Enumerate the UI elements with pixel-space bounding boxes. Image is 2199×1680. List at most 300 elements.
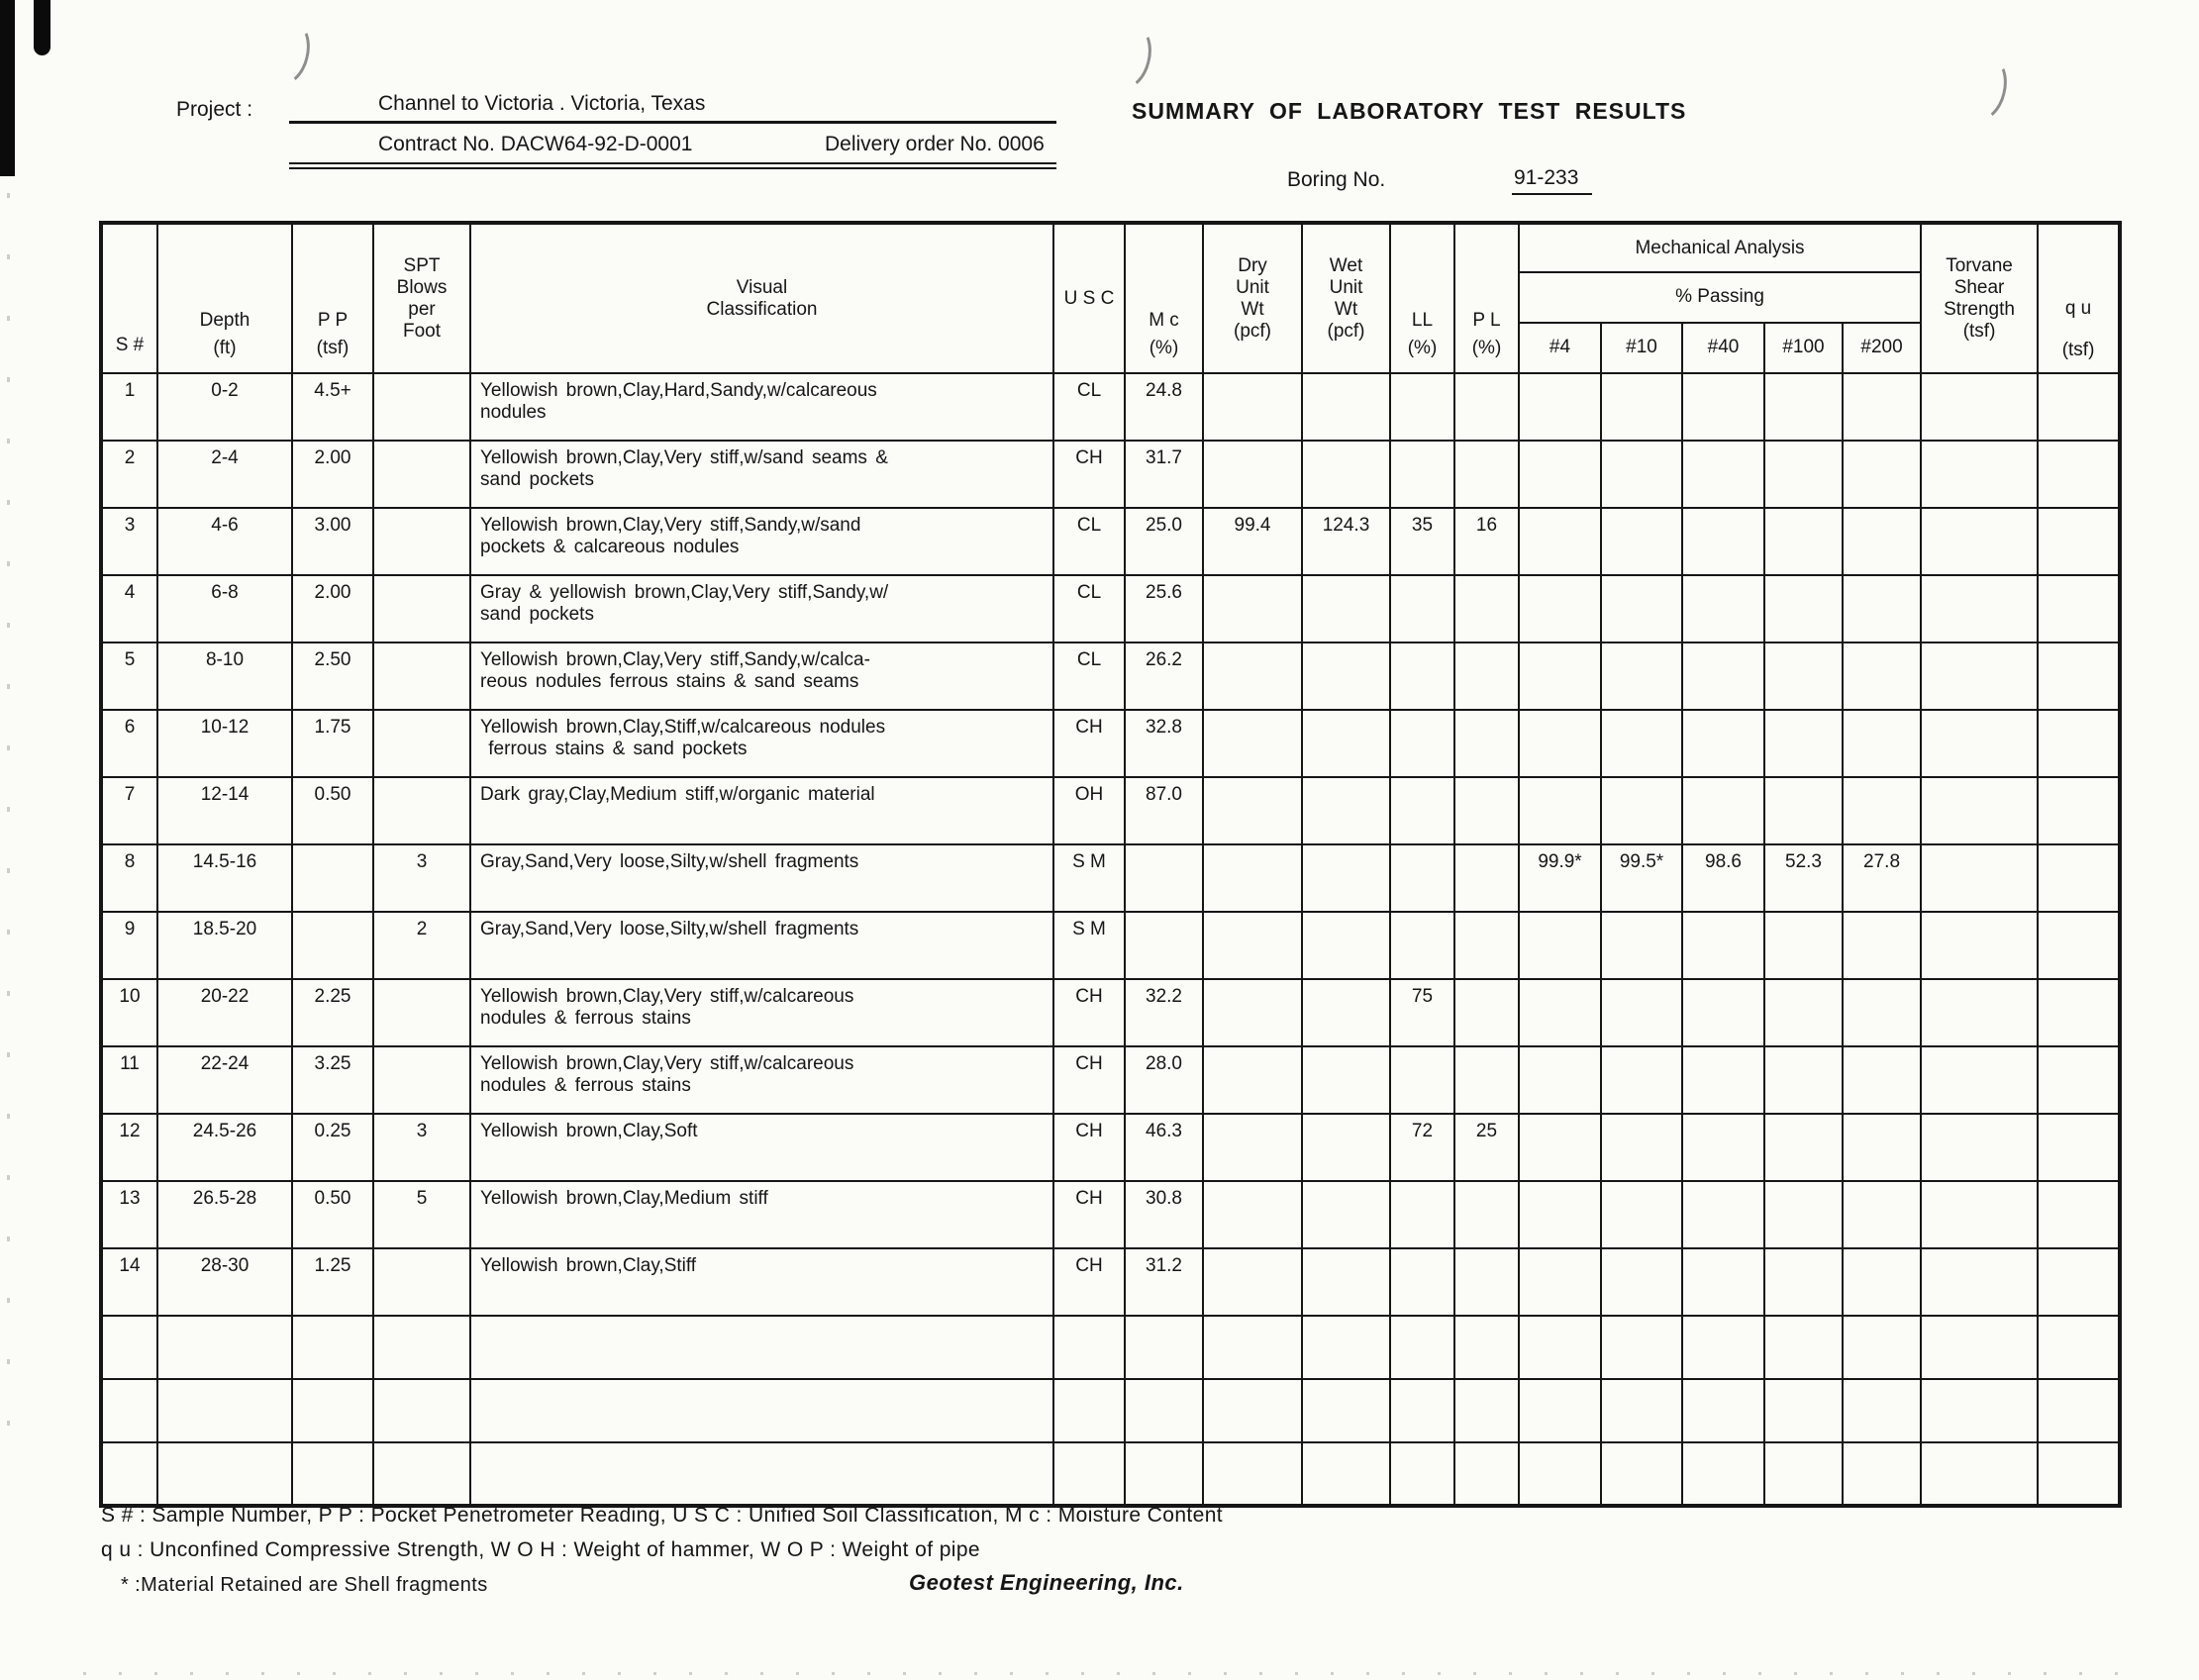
cell-pl	[1454, 1379, 1519, 1442]
cell-p4	[1519, 1248, 1601, 1316]
cell-qu	[2038, 912, 2120, 979]
cell-pl	[1454, 710, 1519, 777]
cell-qu	[2038, 575, 2120, 642]
cell-p100	[1764, 1046, 1843, 1114]
cell-p200	[1843, 373, 1921, 441]
cell-p40	[1682, 1316, 1764, 1379]
cell-spt	[373, 1248, 470, 1316]
cell-qu	[2038, 979, 2120, 1046]
cell-p10	[1601, 1316, 1682, 1379]
cell-p40	[1682, 441, 1764, 508]
cell-spt: 3	[373, 1114, 470, 1181]
cell-depth: 2-4	[157, 441, 292, 508]
cell-wet	[1302, 373, 1390, 441]
cell-p40	[1682, 373, 1764, 441]
cell-torvane	[1921, 777, 2038, 844]
cell-s: 4	[101, 575, 157, 642]
cell-p100	[1764, 1379, 1843, 1442]
cell-wet	[1302, 777, 1390, 844]
col-header-liquid-limit: LL (%)	[1390, 223, 1454, 373]
cell-s	[101, 1316, 157, 1379]
cell-torvane	[1921, 844, 2038, 912]
boring-number-label: Boring No.	[1287, 168, 1386, 191]
cell-torvane	[1921, 1442, 2038, 1506]
cell-wet	[1302, 1181, 1390, 1248]
cell-ll	[1390, 575, 1454, 642]
cell-visual: Gray,Sand,Very loose,Silty,w/shell fragments	[470, 912, 1053, 979]
results-thead	[101, 223, 2120, 373]
cell-p10	[1601, 1046, 1682, 1114]
cell-p100	[1764, 642, 1843, 710]
cell-ll	[1390, 710, 1454, 777]
cell-mc: 30.8	[1125, 1181, 1203, 1248]
cell-mc: 25.0	[1125, 508, 1203, 575]
cell-s: 8	[101, 844, 157, 912]
cell-pp	[292, 1379, 373, 1442]
cell-p40	[1682, 1442, 1764, 1506]
cell-dry: 99.4	[1203, 508, 1302, 575]
cell-dry	[1203, 575, 1302, 642]
cell-depth: 10-12	[157, 710, 292, 777]
cell-qu	[2038, 844, 2120, 912]
cell-usc: CH	[1053, 1248, 1125, 1316]
project-label: Project :	[176, 98, 253, 121]
cell-p100	[1764, 508, 1843, 575]
cell-torvane	[1921, 508, 2038, 575]
cell-dry	[1203, 1181, 1302, 1248]
cell-pp: 4.5+	[292, 373, 373, 441]
cell-torvane	[1921, 575, 2038, 642]
cell-usc	[1053, 1316, 1125, 1379]
delivery-order-number: Delivery order No. 0006	[825, 133, 1045, 155]
cell-pl	[1454, 1046, 1519, 1114]
cell-p100	[1764, 575, 1843, 642]
col-header-percent-passing: % Passing	[1519, 272, 1921, 322]
cell-p10	[1601, 710, 1682, 777]
col-header-sieve-10: #10	[1601, 323, 1682, 373]
cell-s: 3	[101, 508, 157, 575]
cell-s: 7	[101, 777, 157, 844]
cell-p200	[1843, 575, 1921, 642]
cell-usc: CL	[1053, 575, 1125, 642]
cell-pl	[1454, 575, 1519, 642]
cell-mc: 31.7	[1125, 441, 1203, 508]
cell-torvane	[1921, 1379, 2038, 1442]
cell-spt	[373, 1316, 470, 1379]
table-row	[101, 373, 2120, 441]
cell-depth: 18.5-20	[157, 912, 292, 979]
cell-p40	[1682, 508, 1764, 575]
cell-p100	[1764, 1114, 1843, 1181]
cell-usc	[1053, 1379, 1125, 1442]
col-header-sieve-40: #40	[1682, 323, 1764, 373]
cell-pp: 3.00	[292, 508, 373, 575]
cell-p200	[1843, 441, 1921, 508]
cell-usc: CH	[1053, 441, 1125, 508]
cell-wet	[1302, 441, 1390, 508]
cell-p4	[1519, 1442, 1601, 1506]
cell-visual: Yellowish brown,Clay,Hard,Sandy,w/calcareous nodules	[470, 373, 1053, 441]
col-header-torvane-shear: Torvane Shear Strength (tsf)	[1921, 223, 2038, 373]
cell-qu	[2038, 642, 2120, 710]
cell-wet	[1302, 1442, 1390, 1506]
cell-depth: 28-30	[157, 1248, 292, 1316]
cell-p40: 98.6	[1682, 844, 1764, 912]
cell-usc: CH	[1053, 1181, 1125, 1248]
cell-p200	[1843, 1046, 1921, 1114]
table-row	[101, 575, 2120, 642]
cell-torvane	[1921, 1046, 2038, 1114]
cell-s	[101, 1442, 157, 1506]
cell-p4	[1519, 642, 1601, 710]
cell-depth: 0-2	[157, 373, 292, 441]
cell-dry	[1203, 1046, 1302, 1114]
cell-visual: Yellowish brown,Clay,Medium stiff	[470, 1181, 1053, 1248]
cell-pl: 25	[1454, 1114, 1519, 1181]
cell-p200	[1843, 508, 1921, 575]
cell-p4	[1519, 1316, 1601, 1379]
cell-ll	[1390, 1316, 1454, 1379]
cell-ll	[1390, 844, 1454, 912]
cell-pp: 0.50	[292, 777, 373, 844]
pen-mark-artifact	[1959, 53, 2013, 125]
cell-p40	[1682, 1114, 1764, 1181]
cell-wet	[1302, 1046, 1390, 1114]
cell-p4	[1519, 979, 1601, 1046]
cell-depth: 24.5-26	[157, 1114, 292, 1181]
cell-spt	[373, 642, 470, 710]
cell-dry	[1203, 1316, 1302, 1379]
lab-results-table	[99, 221, 2122, 1508]
cell-pp: 0.50	[292, 1181, 373, 1248]
table-row	[101, 642, 2120, 710]
cell-pp: 2.00	[292, 441, 373, 508]
cell-p4	[1519, 1379, 1601, 1442]
cell-ll: 72	[1390, 1114, 1454, 1181]
cell-qu	[2038, 710, 2120, 777]
cell-wet	[1302, 979, 1390, 1046]
cell-p200	[1843, 642, 1921, 710]
cell-pl	[1454, 912, 1519, 979]
cell-usc: CL	[1053, 508, 1125, 575]
cell-depth: 4-6	[157, 508, 292, 575]
cell-torvane	[1921, 710, 2038, 777]
cell-s: 9	[101, 912, 157, 979]
cell-mc: 87.0	[1125, 777, 1203, 844]
cell-usc: CH	[1053, 710, 1125, 777]
cell-qu	[2038, 1442, 2120, 1506]
cell-mc: 26.2	[1125, 642, 1203, 710]
cell-s: 12	[101, 1114, 157, 1181]
cell-p40	[1682, 1046, 1764, 1114]
cell-visual: Dark gray,Clay,Medium stiff,w/organic material	[470, 777, 1053, 844]
cell-dry	[1203, 777, 1302, 844]
cell-s: 11	[101, 1046, 157, 1114]
cell-spt	[373, 1379, 470, 1442]
cell-p10	[1601, 642, 1682, 710]
cell-p40	[1682, 1379, 1764, 1442]
cell-visual	[470, 1442, 1053, 1506]
cell-p40	[1682, 1181, 1764, 1248]
col-header-sample-number: S #	[101, 223, 157, 373]
legend-note-2: q u : Unconfined Compressive Strength, W O H : Weight of hammer, W O P : Weight of pipe	[101, 1538, 980, 1561]
cell-dry	[1203, 642, 1302, 710]
cell-p200	[1843, 1248, 1921, 1316]
cell-qu	[2038, 1248, 2120, 1316]
cell-p10	[1601, 1379, 1682, 1442]
cell-mc: 31.2	[1125, 1248, 1203, 1316]
table-row	[101, 777, 2120, 844]
cell-spt: 2	[373, 912, 470, 979]
cell-p4	[1519, 1046, 1601, 1114]
cell-torvane	[1921, 1316, 2038, 1379]
cell-s	[101, 1379, 157, 1442]
cell-s: 13	[101, 1181, 157, 1248]
cell-p100	[1764, 1181, 1843, 1248]
cell-p4	[1519, 1181, 1601, 1248]
cell-mc: 32.2	[1125, 979, 1203, 1046]
cell-p100	[1764, 1442, 1843, 1506]
cell-mc	[1125, 1442, 1203, 1506]
table-row	[101, 1046, 2120, 1114]
cell-ll	[1390, 1181, 1454, 1248]
empty-table-row	[101, 1316, 2120, 1379]
contract-number: Contract No. DACW64-92-D-0001	[378, 133, 693, 155]
cell-pl	[1454, 1248, 1519, 1316]
cell-ll	[1390, 777, 1454, 844]
cell-torvane	[1921, 441, 2038, 508]
company-name: Geotest Engineering, Inc.	[909, 1570, 1184, 1595]
boring-number-value: 91-233	[1512, 166, 1592, 195]
cell-mc: 32.8	[1125, 710, 1203, 777]
cell-mc	[1125, 912, 1203, 979]
cell-dry	[1203, 1442, 1302, 1506]
cell-ll	[1390, 373, 1454, 441]
col-header-depth: Depth (ft)	[157, 223, 292, 373]
cell-p4	[1519, 710, 1601, 777]
cell-mc	[1125, 1316, 1203, 1379]
cell-wet	[1302, 844, 1390, 912]
cell-visual: Gray,Sand,Very loose,Silty,w/shell fragments	[470, 844, 1053, 912]
table-row	[101, 1114, 2120, 1181]
cell-visual: Yellowish brown,Clay,Very stiff,Sandy,w/calca- reous nodules ferrous stains & sand seams	[470, 642, 1053, 710]
cell-s: 14	[101, 1248, 157, 1316]
cell-torvane	[1921, 979, 2038, 1046]
cell-qu	[2038, 1114, 2120, 1181]
scan-speckle-left-margin	[7, 193, 10, 1460]
cell-dry	[1203, 1248, 1302, 1316]
cell-p10	[1601, 508, 1682, 575]
cell-pp: 1.25	[292, 1248, 373, 1316]
cell-p10	[1601, 1114, 1682, 1181]
cell-dry	[1203, 912, 1302, 979]
cell-p4	[1519, 575, 1601, 642]
cell-pl	[1454, 642, 1519, 710]
cell-p200: 27.8	[1843, 844, 1921, 912]
cell-spt	[373, 575, 470, 642]
cell-ll	[1390, 441, 1454, 508]
cell-spt	[373, 441, 470, 508]
col-header-qu: q u (tsf)	[2038, 223, 2120, 373]
cell-visual: Yellowish brown,Clay,Stiff	[470, 1248, 1053, 1316]
table-row	[101, 1248, 2120, 1316]
cell-pl: 16	[1454, 508, 1519, 575]
cell-p100	[1764, 373, 1843, 441]
cell-wet	[1302, 1114, 1390, 1181]
cell-p10: 99.5*	[1601, 844, 1682, 912]
cell-p40	[1682, 979, 1764, 1046]
cell-pl	[1454, 979, 1519, 1046]
cell-spt: 5	[373, 1181, 470, 1248]
table-row	[101, 912, 2120, 979]
cell-spt	[373, 777, 470, 844]
pen-mark-artifact	[1104, 22, 1157, 93]
col-header-dry-unit-weight: Dry Unit Wt (pcf)	[1203, 223, 1302, 373]
cell-s: 5	[101, 642, 157, 710]
cell-s: 2	[101, 441, 157, 508]
cell-qu	[2038, 1046, 2120, 1114]
cell-p40	[1682, 642, 1764, 710]
cell-qu	[2038, 373, 2120, 441]
cell-depth: 20-22	[157, 979, 292, 1046]
cell-depth: 14.5-16	[157, 844, 292, 912]
cell-usc	[1053, 1442, 1125, 1506]
cell-p10	[1601, 1248, 1682, 1316]
cell-p100	[1764, 777, 1843, 844]
cell-visual: Yellowish brown,Clay,Very stiff,Sandy,w/sand pockets & calcareous nodules	[470, 508, 1053, 575]
cell-mc: 46.3	[1125, 1114, 1203, 1181]
cell-pp	[292, 1316, 373, 1379]
cell-p200	[1843, 979, 1921, 1046]
cell-s: 1	[101, 373, 157, 441]
cell-p4	[1519, 1114, 1601, 1181]
cell-wet	[1302, 1316, 1390, 1379]
cell-visual: Yellowish brown,Clay,Very stiff,w/calcareous nodules & ferrous stains	[470, 979, 1053, 1046]
scan-speckle-bottom-edge	[83, 1672, 2143, 1675]
cell-visual: Gray & yellowish brown,Clay,Very stiff,Sandy,w/ sand pockets	[470, 575, 1053, 642]
cell-spt	[373, 508, 470, 575]
table-row	[101, 441, 2120, 508]
cell-dry	[1203, 441, 1302, 508]
col-header-sieve-100: #100	[1764, 323, 1843, 373]
cell-p40	[1682, 777, 1764, 844]
cell-qu	[2038, 1316, 2120, 1379]
cell-p10	[1601, 912, 1682, 979]
col-header-usc: U S C	[1053, 223, 1125, 373]
cell-spt	[373, 373, 470, 441]
col-header-sieve-4: #4	[1519, 323, 1601, 373]
legend-note-1: S # : Sample Number, P P : Pocket Penetrometer Reading, U S C : Unified Soil Classification, M c : Moisture Content	[101, 1504, 1224, 1527]
cell-p40	[1682, 710, 1764, 777]
cell-p10	[1601, 575, 1682, 642]
cell-pl	[1454, 441, 1519, 508]
table-row	[101, 844, 2120, 912]
col-header-wet-unit-weight: Wet Unit Wt (pcf)	[1302, 223, 1390, 373]
cell-p10	[1601, 1442, 1682, 1506]
cell-p100	[1764, 979, 1843, 1046]
cell-spt	[373, 1046, 470, 1114]
results-tbody	[101, 373, 2120, 1506]
cell-p200	[1843, 1114, 1921, 1181]
cell-p100: 52.3	[1764, 844, 1843, 912]
cell-wet: 124.3	[1302, 508, 1390, 575]
cell-p40	[1682, 575, 1764, 642]
cell-p4: 99.9*	[1519, 844, 1601, 912]
cell-ll	[1390, 1248, 1454, 1316]
cell-dry	[1203, 979, 1302, 1046]
cell-pl	[1454, 373, 1519, 441]
cell-torvane	[1921, 373, 2038, 441]
cell-ll: 75	[1390, 979, 1454, 1046]
cell-mc: 24.8	[1125, 373, 1203, 441]
cell-mc	[1125, 844, 1203, 912]
document-title: SUMMARY OF LABORATORY TEST RESULTS	[1132, 98, 1687, 124]
empty-table-row	[101, 1442, 2120, 1506]
cell-depth: 26.5-28	[157, 1181, 292, 1248]
cell-ll	[1390, 1379, 1454, 1442]
cell-s: 10	[101, 979, 157, 1046]
cell-spt	[373, 1442, 470, 1506]
cell-spt	[373, 979, 470, 1046]
cell-p200	[1843, 1379, 1921, 1442]
cell-pp: 2.50	[292, 642, 373, 710]
cell-pp: 2.25	[292, 979, 373, 1046]
cell-visual: Yellowish brown,Clay,Stiff,w/calcareous nodules ferrous stains & sand pockets	[470, 710, 1053, 777]
cell-pp	[292, 1442, 373, 1506]
table-row	[101, 1181, 2120, 1248]
cell-wet	[1302, 912, 1390, 979]
project-value: Channel to Victoria . Victoria, Texas	[378, 92, 706, 115]
cell-usc: CH	[1053, 979, 1125, 1046]
cell-ll: 35	[1390, 508, 1454, 575]
cell-pl	[1454, 1181, 1519, 1248]
cell-pp: 0.25	[292, 1114, 373, 1181]
cell-spt	[373, 710, 470, 777]
cell-ll	[1390, 642, 1454, 710]
col-header-plastic-limit: P L (%)	[1454, 223, 1519, 373]
cell-visual: Yellowish brown,Clay,Very stiff,w/calcareous nodules & ferrous stains	[470, 1046, 1053, 1114]
cell-depth	[157, 1316, 292, 1379]
scan-corner-artifact	[34, 0, 50, 55]
col-header-mechanical-analysis: Mechanical Analysis	[1519, 223, 1921, 272]
cell-p100	[1764, 1248, 1843, 1316]
cell-torvane	[1921, 642, 2038, 710]
cell-usc: S M	[1053, 912, 1125, 979]
cell-p200	[1843, 1316, 1921, 1379]
cell-p10	[1601, 441, 1682, 508]
cell-torvane	[1921, 1114, 2038, 1181]
cell-usc: CL	[1053, 373, 1125, 441]
cell-ll	[1390, 1442, 1454, 1506]
cell-spt: 3	[373, 844, 470, 912]
cell-p200	[1843, 1181, 1921, 1248]
cell-visual	[470, 1316, 1053, 1379]
col-header-moisture-content: M c (%)	[1125, 223, 1203, 373]
empty-table-row	[101, 1379, 2120, 1442]
cell-p4	[1519, 373, 1601, 441]
cell-depth: 12-14	[157, 777, 292, 844]
cell-visual: Yellowish brown,Clay,Soft	[470, 1114, 1053, 1181]
cell-p200	[1843, 710, 1921, 777]
cell-pp: 1.75	[292, 710, 373, 777]
cell-p100	[1764, 1316, 1843, 1379]
table-row	[101, 508, 2120, 575]
table-row	[101, 979, 2120, 1046]
boring-number-block	[1287, 166, 1579, 192]
cell-wet	[1302, 710, 1390, 777]
contract-line	[289, 123, 1056, 169]
cell-dry	[1203, 373, 1302, 441]
